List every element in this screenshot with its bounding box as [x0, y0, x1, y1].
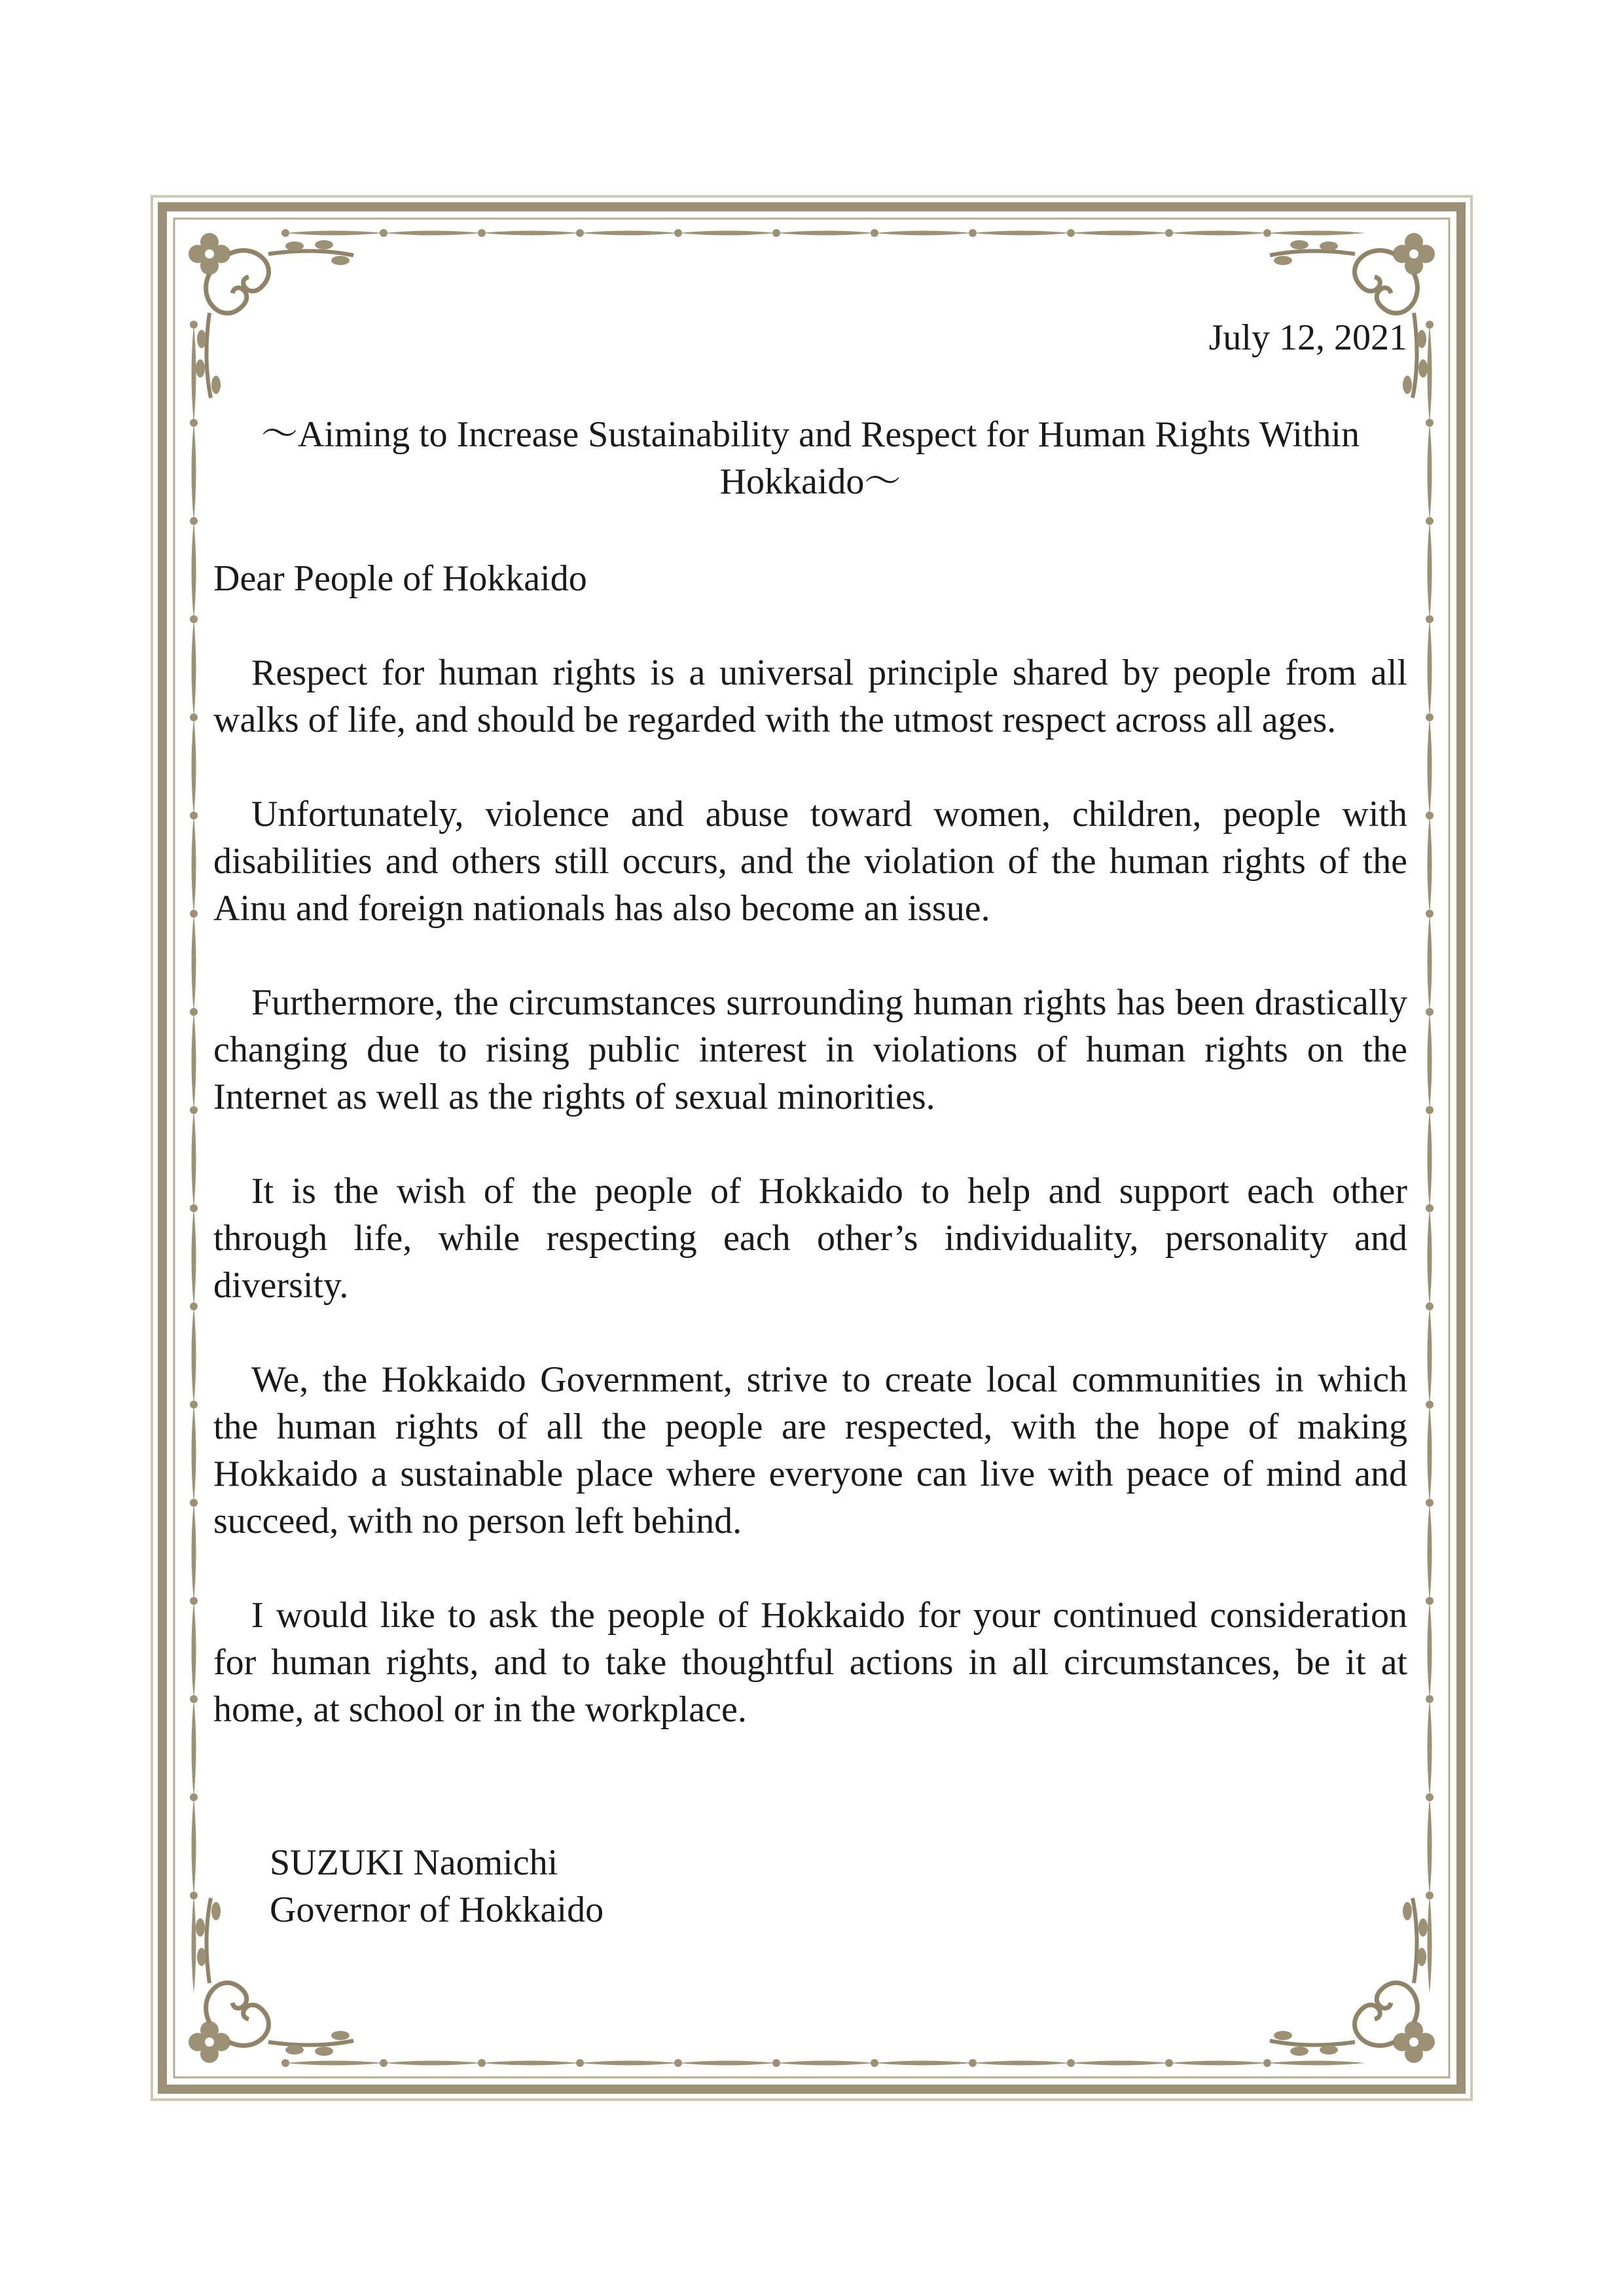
frame-rule-left — [192, 1110, 196, 1208]
frame-rule-right — [1426, 1008, 1434, 1016]
frame-rule-bottom — [875, 2061, 973, 2066]
frame-rule-top — [871, 229, 878, 237]
frame-rule-right — [1428, 1699, 1432, 1797]
corner-flourish-top-left — [229, 251, 268, 291]
frame-rule-left — [192, 1503, 196, 1601]
frame-rule-left — [190, 1204, 198, 1212]
frame-rule-bottom — [969, 2059, 977, 2067]
frame-rule-right — [1426, 1695, 1434, 1703]
corner-flourish-top-left — [285, 242, 304, 251]
frame-rule-top — [482, 231, 580, 236]
frame-rule-left — [192, 325, 196, 423]
frame-rule-right — [1428, 521, 1432, 619]
frame-rule-right — [1426, 1302, 1434, 1310]
corner-flourish-bottom-left — [196, 1918, 205, 1937]
corner-flourish-top-left — [331, 256, 350, 265]
frame-rule-right — [1428, 816, 1432, 914]
frame-rule-left — [192, 1306, 196, 1405]
corner-flourish-bottom-left — [211, 1902, 221, 1920]
letter-paragraph: Furthermore, the circumstances surrounding human rights has been drastically changing due to rising public interest in violations of human rights on the Internet as well as the rights of sexual minorities. — [213, 982, 1407, 1117]
frame-rule-left — [190, 910, 198, 918]
corner-flourish-bottom-right — [1377, 1983, 1417, 2022]
frame-rule-top — [576, 229, 584, 237]
frame-rule-top — [384, 231, 482, 236]
corner-flourish-top-left — [315, 240, 333, 249]
frame-rule-top — [776, 231, 875, 236]
frame-rule-right — [1428, 1208, 1432, 1306]
frame-rule-right — [1428, 619, 1432, 717]
letter-subject: ～Aiming to Increase Sustainability and Respect for Human Rights Within Hokkaido～ — [261, 414, 1360, 502]
frame-rule-left — [190, 1892, 198, 1899]
corner-flourish-bottom-left — [268, 2041, 353, 2045]
frame-rule-right — [1428, 1797, 1432, 1895]
letter-paragraph: Respect for human rights is a universal principle shared by people from all walks of life, and should be regarded with the utmost respect across all ages. — [213, 653, 1407, 740]
corner-flourish-top-left — [189, 245, 207, 263]
corner-flourish-bottom-left — [315, 2047, 333, 2056]
frame-rule-top — [1169, 231, 1267, 236]
frame-rule-bottom — [674, 2059, 682, 2067]
frame-rule-top — [1071, 231, 1169, 236]
frame-rule-top — [969, 229, 977, 237]
frame-rule-right — [1426, 1401, 1434, 1408]
frame-rule-left — [190, 1597, 198, 1605]
signatory-title: Governor of Hokkaido — [270, 1890, 604, 1930]
corner-flourish-bottom-left — [229, 2005, 268, 2045]
letter-paragraph: We, the Hokkaido Government, strive to create local communities in which the human rights of all the people are respected, with the hope of making Hokkaido a sustainable place where everyone can live with peace of mind and succeed, with no person left behind. — [213, 1359, 1407, 1541]
frame-rule-top — [285, 231, 384, 236]
frame-rule-right — [1428, 1405, 1432, 1503]
frame-rule-bottom — [1263, 2059, 1271, 2067]
letter-paragraph: I would like to ask the people of Hokkaido for your continued consideration for human rights, and to take thoughtful actions in all circumstances, be it at home, at school or in the workplace. — [213, 1595, 1407, 1730]
corner-flourish-top-left — [206, 274, 247, 313]
frame-rule-right — [1426, 1793, 1434, 1801]
frame-rule-bottom — [380, 2059, 388, 2067]
corner-flourish-bottom-right — [1409, 2037, 1418, 2047]
frame-rule-bottom — [384, 2061, 482, 2066]
signature-block — [270, 1839, 604, 1933]
frame-rule-left — [192, 1797, 196, 1895]
frame-rule-left — [192, 423, 196, 521]
frame-rule-right — [1428, 1110, 1432, 1208]
frame-rule-right — [1428, 1503, 1432, 1601]
frame-rule-left — [192, 1895, 196, 1994]
frame-rule-left — [190, 419, 198, 427]
frame-rule-right — [1428, 717, 1432, 816]
corner-flourish-bottom-left — [189, 2033, 207, 2051]
frame-rule-bottom — [1169, 2061, 1267, 2066]
frame-rule-bottom — [772, 2059, 780, 2067]
corner-flourish-bottom-right — [1418, 1918, 1428, 1937]
frame-rule-top — [875, 231, 973, 236]
frame-rule-top — [1263, 229, 1271, 237]
frame-rule-right — [1428, 423, 1432, 521]
frame-rule-right — [1428, 325, 1432, 423]
frame-rule-bottom — [1165, 2059, 1173, 2067]
frame-rule-right — [1428, 1601, 1432, 1699]
frame-rule-left — [190, 1401, 198, 1408]
letter-salutation: Dear People of Hokkaido — [213, 558, 587, 599]
frame-rule-top — [281, 229, 289, 237]
frame-rule-left — [190, 1695, 198, 1703]
corner-flourish-top-left — [206, 313, 211, 398]
corner-flourish-bottom-right — [1270, 2041, 1355, 2045]
corner-flourish-bottom-left — [206, 1983, 247, 2022]
frame-rule-left — [192, 619, 196, 717]
corner-flourish-top-left — [205, 249, 214, 259]
frame-rule-bottom — [1071, 2061, 1169, 2066]
frame-rule-left — [190, 1106, 198, 1114]
frame-rule-right — [1426, 1106, 1434, 1114]
frame-rule-right — [1428, 914, 1432, 1012]
frame-rule-bottom — [1267, 2061, 1365, 2066]
frame-rule-top — [1067, 229, 1075, 237]
corner-flourish-top-left — [197, 330, 206, 348]
frame-rule-left — [190, 1302, 198, 1310]
frame-rule-bottom — [580, 2061, 678, 2066]
frame-rule-left — [190, 1499, 198, 1507]
frame-rule-top — [772, 229, 780, 237]
corner-flourish-bottom-right — [1417, 1948, 1426, 1966]
frame-rule-bottom — [281, 2059, 289, 2067]
frame-rule-right — [1428, 1306, 1432, 1405]
frame-rule-left — [190, 321, 198, 329]
frame-rule-top — [1267, 231, 1365, 236]
frame-rule-right — [1426, 615, 1434, 623]
frame-rule-left — [192, 914, 196, 1012]
corner-flourish-top-right — [1413, 313, 1417, 398]
frame-rule-left — [190, 1008, 198, 1016]
frame-rule-left — [192, 1405, 196, 1503]
corner-flourish-top-right — [1417, 330, 1426, 348]
corner-flourish-bottom-right — [1403, 1902, 1412, 1920]
corner-flourish-top-right — [1270, 251, 1355, 255]
frame-rule-left — [192, 1012, 196, 1110]
corner-flourish-bottom-right — [1416, 2033, 1435, 2051]
frame-rule-top — [380, 229, 388, 237]
frame-rule-bottom — [478, 2059, 486, 2067]
frame-rule-left — [190, 713, 198, 721]
frame-rule-right — [1426, 812, 1434, 819]
corner-flourish-top-right — [1416, 245, 1435, 263]
frame-rule-right — [1426, 1892, 1434, 1899]
frame-rule-left — [192, 717, 196, 816]
corner-flourish-top-right — [1355, 251, 1394, 291]
frame-rule-right — [1426, 517, 1434, 525]
frame-rule-left — [192, 1699, 196, 1797]
letter-date: July 12, 2021 — [1208, 317, 1407, 358]
corner-flourish-bottom-left — [331, 2031, 350, 2040]
frame-rule-left — [192, 521, 196, 619]
corner-flourish-bottom-right — [1413, 1898, 1417, 1983]
frame-rule-top — [678, 231, 776, 236]
frame-rule-bottom — [776, 2061, 875, 2066]
letter-paragraph: Unfortunately, violence and abuse toward women, children, people with disabilities and others still occurs, and the violation of the human rights of the Ainu and foreign nationals has also become an issue. — [213, 794, 1407, 929]
corner-flourish-bottom-right — [1274, 2031, 1292, 2040]
frame-rule-left — [190, 1793, 198, 1801]
frame-rule-top — [580, 231, 678, 236]
frame-rule-left — [192, 816, 196, 914]
frame-rule-top — [674, 229, 682, 237]
frame-rule-left — [190, 615, 198, 623]
frame-rule-right — [1428, 1012, 1432, 1110]
corner-flourish-bottom-left — [205, 2037, 214, 2047]
frame-rule-right — [1426, 1204, 1434, 1212]
letter-paragraph: It is the wish of the people of Hokkaido to help and support each other through life, while respecting each other’s individuality, personality and diversity. — [213, 1171, 1407, 1306]
corner-flourish-bottom-left — [206, 1898, 211, 1983]
frame-rule-bottom — [285, 2061, 384, 2066]
frame-rule-right — [1426, 1597, 1434, 1605]
frame-rule-right — [1426, 321, 1434, 329]
corner-flourish-bottom-right — [1320, 2045, 1338, 2054]
frame-rule-bottom — [1067, 2059, 1075, 2067]
corner-flourish-top-right — [1377, 274, 1417, 313]
corner-flourish-top-right — [1418, 359, 1428, 378]
frame-rule-right — [1426, 713, 1434, 721]
frame-rule-right — [1426, 910, 1434, 918]
frame-rule-right — [1426, 1499, 1434, 1507]
corner-flourish-top-left — [268, 251, 353, 255]
frame-rule-bottom — [576, 2059, 584, 2067]
signatory-name: SUZUKI Naomichi — [270, 1842, 558, 1883]
frame-rule-bottom — [973, 2061, 1071, 2066]
frame-rule-right — [1426, 419, 1434, 427]
frame-rule-top — [973, 231, 1071, 236]
frame-rule-bottom — [871, 2059, 878, 2067]
corner-flourish-top-right — [1320, 242, 1338, 251]
frame-rule-top — [1165, 229, 1173, 237]
corner-flourish-bottom-left — [197, 1948, 206, 1966]
frame-rule-left — [190, 517, 198, 525]
corner-flourish-bottom-right — [1355, 2005, 1394, 2045]
corner-flourish-bottom-left — [285, 2045, 304, 2054]
frame-rule-top — [478, 229, 486, 237]
frame-rule-bottom — [482, 2061, 580, 2066]
frame-rule-bottom — [678, 2061, 776, 2066]
frame-rule-right — [1428, 1895, 1432, 1994]
corner-flourish-top-right — [1274, 256, 1292, 265]
frame-rule-left — [190, 812, 198, 819]
corner-flourish-top-left — [196, 359, 205, 378]
frame-rule-left — [192, 1601, 196, 1699]
corner-flourish-bottom-right — [1290, 2047, 1308, 2056]
corner-flourish-top-right — [1409, 249, 1418, 259]
frame-rule-left — [192, 1208, 196, 1306]
letter-body — [213, 314, 1407, 1733]
corner-flourish-top-right — [1290, 240, 1308, 249]
